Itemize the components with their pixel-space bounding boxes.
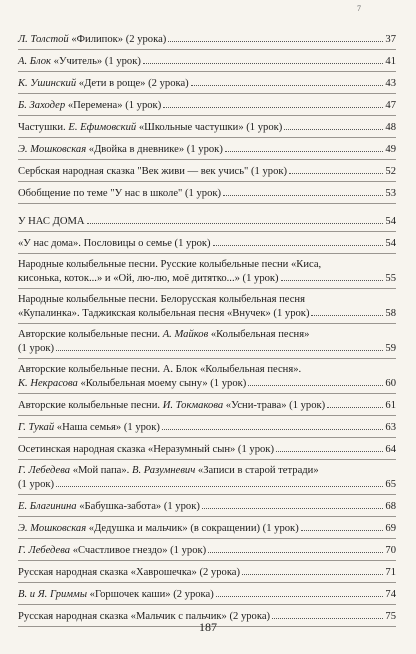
entry-title [18,465,319,476]
entry-title [18,500,200,513]
page-ref: 63 [385,422,396,433]
entry-line [18,306,396,320]
author-name: Э. Мошковская [18,523,87,534]
dot-leader [301,521,384,531]
toc-entry [18,324,396,359]
entry-line [18,258,396,271]
title-text: «Двойка в дневнике» (1 урок) [86,144,223,155]
toc-entry [18,517,396,539]
page-ref: 52 [385,166,396,177]
toc-entry [18,583,396,605]
title-text: «Записи в старой тетради» [195,465,319,476]
page-ref: 37 [385,34,396,45]
dot-leader [163,98,383,108]
entry-title [18,33,166,46]
author-name: Г. Тукай [18,422,55,433]
entry-title [18,421,160,434]
toc-entry [18,94,396,116]
author-name: И. Токмакова [162,400,224,411]
entry-title [18,307,309,320]
page-ref: 61 [385,400,396,411]
page-ref: 71 [385,567,396,578]
entry-line [18,32,396,46]
title-text: «Горшочек каши» (2 урока) [87,589,214,600]
title-text: Народные колыбельные песни. Белорусская колыбельная песня [18,294,305,305]
entry-line [18,420,396,434]
entry-line [18,236,396,250]
title-text: «Школьные частушки» (1 урок) [136,122,283,133]
title-text: «Наша семья» (1 урок) [54,422,160,433]
dot-leader [242,565,383,575]
entry-title [18,399,325,412]
entry-line [18,120,396,134]
entry-title [18,566,240,579]
author-name: Г. Лебедева [18,465,71,476]
section-heading [18,204,396,232]
entry-title [18,443,274,456]
dot-leader [327,398,383,408]
entry-title [18,121,282,134]
dot-leader [213,236,384,246]
entry-title [18,329,309,340]
author-name: К. Ушинский [18,78,77,89]
toc-entry [18,495,396,517]
page-ref: 54 [385,238,396,249]
page-ref: 68 [385,501,396,512]
title-text: «Колыбельная моему сыну» (1 урок) [77,378,247,389]
toc-entry [18,561,396,583]
page-ref: 58 [385,308,396,319]
entry-line [18,565,396,579]
dot-leader [162,420,384,430]
title-text: «Филипок» (2 урока) [68,34,167,45]
dot-leader [272,609,383,619]
title-text: «Усни-трава» (1 урок) [223,400,326,411]
page-ref: 49 [385,144,396,155]
toc-entry [18,232,396,254]
dot-leader [276,442,383,452]
toc-entry [18,182,396,204]
entry-title [18,55,141,68]
entry-line [18,54,396,68]
page-ref: 70 [385,545,396,556]
entry-line [18,442,396,456]
author-name: А. Блок [18,56,52,67]
dot-leader [87,214,384,224]
page-ref: 47 [385,100,396,111]
dot-leader [208,543,383,553]
toc-entry [18,254,396,289]
dot-leader [225,142,384,152]
author-name: К. Некрасова [18,378,78,389]
title-text: «Счастливое гнездо» (1 урок) [70,545,207,556]
dot-leader [311,306,383,316]
entry-line [18,477,396,491]
dot-leader [143,54,383,64]
entry-title [18,77,189,90]
author-name: Б. Заходер [18,100,66,111]
entry-title [18,478,54,491]
title-text: Авторские колыбельные песни. [18,400,163,411]
dot-leader [248,376,383,386]
entry-title [18,143,223,156]
dot-leader [191,76,384,86]
table-of-contents [18,28,396,627]
entry-title [18,259,321,270]
author-name: Е. Ефимовский [68,122,137,133]
entry-line [18,398,396,412]
entry-line [18,587,396,601]
corner-mark: 7 [357,4,361,13]
page-ref: 55 [385,273,396,284]
author-name: Э. Мошковская [18,144,87,155]
toc-entry [18,539,396,561]
dot-leader [289,164,383,174]
author-name: Е. Благинина [18,501,77,512]
toc-entry [18,28,396,50]
page-ref: 59 [385,343,396,354]
toc-entry [18,359,396,394]
entry-line [18,521,396,535]
entry-title [18,215,85,228]
page-number: 187 [199,620,217,634]
title-text: «Перемена» (1 урок) [65,100,162,111]
toc-entry [18,160,396,182]
author-name: В. Разумневич [131,465,196,476]
entry-title [18,187,221,200]
page-ref: 60 [385,378,396,389]
entry-title [18,364,301,375]
title-text: кисонька, коток...» и «Ой, лю-лю, моё дитятко...» (1 урок) [18,273,279,284]
entry-line [18,164,396,178]
toc-entry [18,289,396,324]
page-ref: 48 [385,122,396,133]
dot-leader [202,499,384,509]
toc-entry [18,138,396,160]
title-text: Частушки. [18,122,69,133]
entry-title [18,272,279,285]
entry-title [18,544,206,557]
toc-entry [18,460,396,495]
toc-entry [18,50,396,72]
toc-entry [18,116,396,138]
title-text: Обобщение по теме "У нас в школе" (1 урок) [18,188,222,199]
entry-title [18,237,211,250]
title-text: Осетинская народная сказка «Неразумный сын» (1 урок) [18,444,274,455]
toc-entry [18,416,396,438]
page-ref: 41 [385,56,396,67]
title-text: Авторские колыбельные песни. А. Блок «Колыбельная песня». [18,364,302,375]
title-text: «Дети в роще» (2 урока) [76,78,189,89]
page-ref: 74 [385,589,396,600]
entry-line [18,98,396,112]
page-ref: 69 [385,523,396,534]
entry-line [18,464,396,477]
entry-line [18,76,396,90]
entry-title [18,377,246,390]
entry-line [18,341,396,355]
entry-title [18,522,299,535]
entry-title [18,588,214,601]
title-text: «Мой папа». [70,465,132,476]
title-text: «Колыбельная песня» [208,329,310,340]
entry-line [18,376,396,390]
page-ref: 54 [385,216,396,227]
title-text: «Купалинка». Таджикская колыбельная песня «Внучек» (1 урок) [18,308,310,319]
page-ref: 43 [385,78,396,89]
dot-leader [168,32,383,42]
title-text: (1 урок) [18,343,55,354]
title-text: «Дедушка и мальчик» (в сокращении) (1 урок) [86,523,299,534]
toc-entry [18,72,396,94]
entry-line [18,214,396,228]
toc-entry [18,394,396,416]
entry-line [18,142,396,156]
dot-leader [56,477,383,487]
title-text: Народные колыбельные песни. Русские колыбельные песни «Киса, [18,259,322,270]
entry-line [18,186,396,200]
dot-leader [284,120,383,130]
dot-leader [281,271,384,281]
author-name: В. и Я. Гриммы [18,589,87,600]
title-text: «У нас дома». Пословицы о семье (1 урок) [18,238,211,249]
entry-line [18,499,396,513]
entry-line [18,363,396,376]
toc-entry [18,438,396,460]
page-ref: 64 [385,444,396,455]
author-name: А. Майков [162,329,209,340]
author-name: Л. Толстой [18,34,69,45]
title-text: Русская народная сказка «Хаврошечка» (2 урока) [18,567,241,578]
title-text: «Бабушка-забота» (1 урок) [76,501,200,512]
page-ref: 75 [385,611,396,622]
title-text: Сербская народная сказка "Век живи — век учись" (1 урок) [18,166,288,177]
dot-leader [216,587,384,597]
title-text: Авторские колыбельные песни. [18,329,163,340]
title-text: «Учитель» (1 урок) [51,56,141,67]
author-name: Г. Лебедева [18,545,71,556]
entry-title [18,165,287,178]
dot-leader [56,341,383,351]
entry-line [18,271,396,285]
page-ref: 65 [385,479,396,490]
title-text: Русская народная сказка «Мальчик с пальчик» (2 урока) [18,611,271,622]
entry-title [18,294,305,305]
entry-title [18,99,161,112]
entry-title [18,342,54,355]
dot-leader [223,186,383,196]
entry-line [18,543,396,557]
entry-line [18,293,396,306]
entry-line [18,328,396,341]
title-text: (1 урок) [18,479,55,490]
page-ref: 53 [385,188,396,199]
title-text: У НАС ДОМА [18,216,85,227]
